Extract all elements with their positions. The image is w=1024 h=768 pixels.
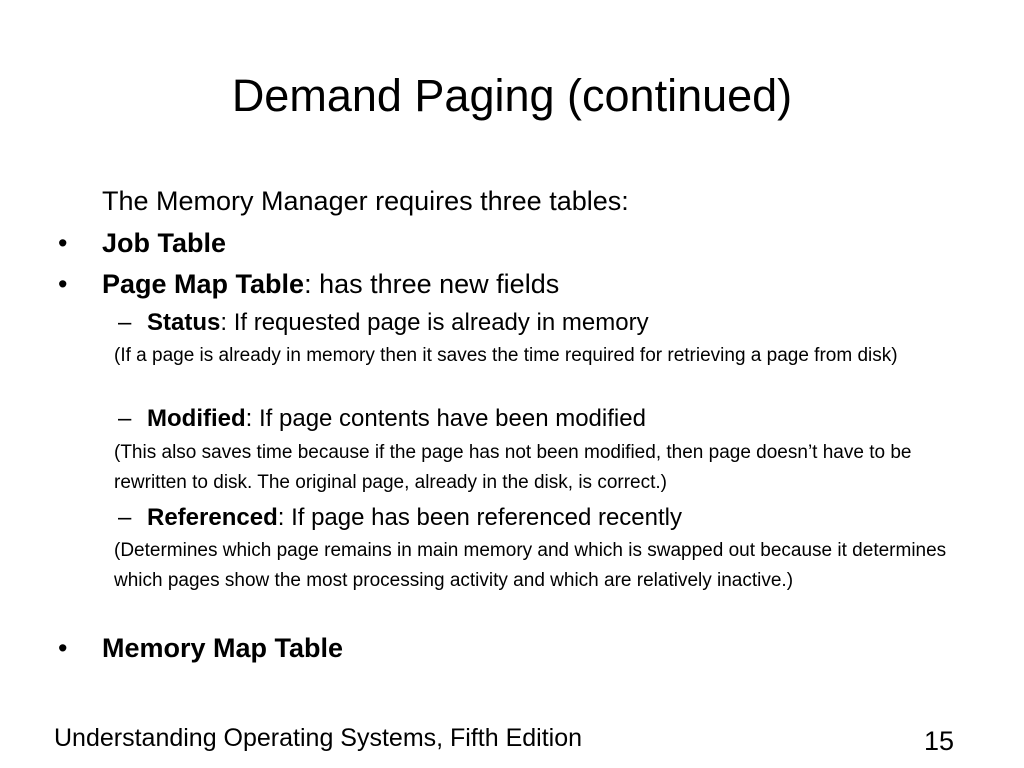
field-text: [147, 308, 649, 338]
dash-mark: –: [118, 405, 132, 432]
field-label: Referenced: [147, 504, 278, 531]
field-label: Status: [147, 309, 221, 336]
bullet-mark: •: [58, 228, 68, 258]
dash-mark: –: [118, 309, 132, 336]
bullet-label: Job Table: [102, 228, 227, 258]
bullet-text: [102, 631, 343, 665]
intro-text: The Memory Manager requires three tables:: [102, 186, 629, 216]
bullet-mark: •: [58, 633, 68, 663]
bullet-label: Page Map Table: [102, 269, 305, 299]
field-modified-note: (This also saves time because if the page has not been modified, then page doesn’t have to be rewritten to disk. The original page, already in the disk, is correct.): [114, 442, 912, 493]
field-status-note: (If a page is already in memory then it saves the time required for retrieving a page from disk): [114, 345, 898, 366]
field-text: [147, 503, 682, 533]
bullet-text: [102, 226, 226, 260]
field-rest: : If requested page is already in memory: [220, 309, 649, 336]
field-label: Modified: [147, 405, 246, 432]
bullet-label: Memory Map Table: [102, 633, 344, 663]
field-rest: : If page has been referenced recently: [277, 504, 682, 531]
field-referenced-note: (Determines which page remains in main memory and which is swapped out because it determines which pages show the most processing activity and which are relatively inactive.): [114, 540, 947, 591]
field-rest: : If page contents have been modified: [245, 405, 646, 432]
bullet-text: [102, 267, 559, 301]
slide-number: 15: [924, 726, 955, 756]
slide-title: Demand Paging (continued): [231, 70, 793, 121]
field-text: [147, 404, 646, 434]
footer-book-title: Understanding Operating Systems, Fifth Edition: [54, 724, 583, 752]
bullet-rest: : has three new fields: [304, 269, 560, 299]
bullet-mark: •: [58, 269, 68, 299]
dash-mark: –: [118, 504, 132, 531]
